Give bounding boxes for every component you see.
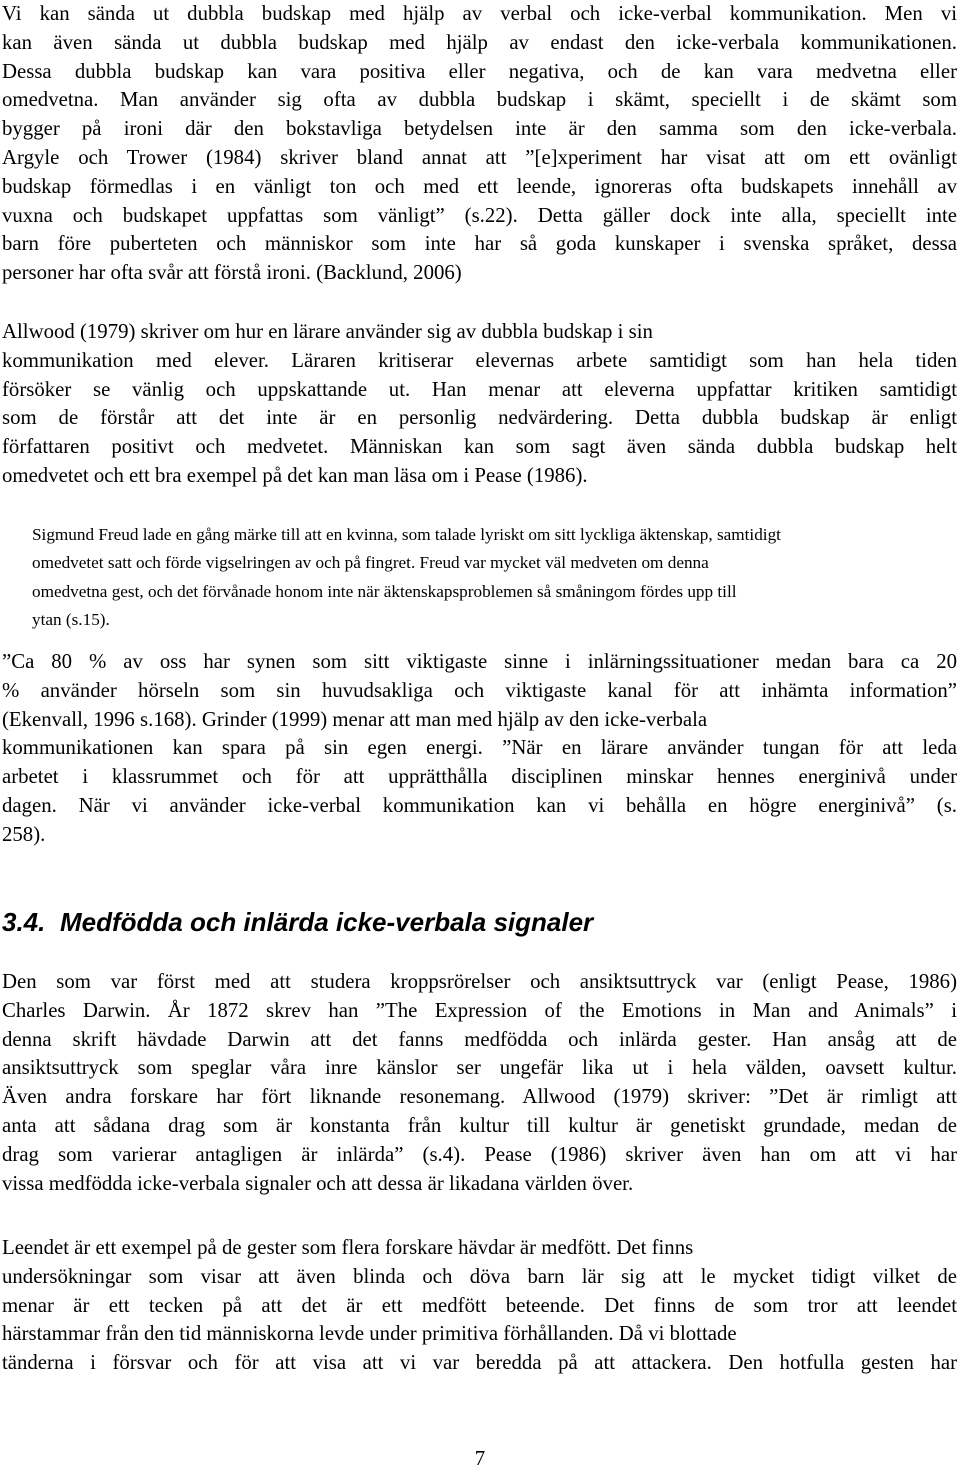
text-line: kommunikation med elever. Läraren kritiserar elevernas arbete samtidigt som han hela tiden: [2, 348, 957, 372]
text-line: Allwood (1979) skriver om hur en lärare använder sig av dubbla budskap i sin: [2, 320, 653, 343]
text-line: Även andra forskare har fört liknande resonemang. Allwood (1979) skriver: ”Det är rimligt att: [2, 1085, 957, 1109]
text-line: budskap förmedlas i en vänligt ton och med ett leende, ignoreras ofta budskapets innehåll av: [2, 174, 957, 198]
block-quote-freud: [32, 521, 932, 634]
paragraph-allwood: [2, 318, 957, 491]
text-line: bygger på ironi där den bokstavliga betydelsen inte är den samma som den icke-verbala.: [2, 117, 957, 141]
text-line: ansiktsuttryck som speglar våra inre känslor ser ungefär lika ut i hela välden, oavsett kultur.: [2, 1056, 957, 1080]
text-line: denna skrift hävdade Darwin att det fanns medfödda och inlärda gester. Han ansåg att de: [2, 1027, 957, 1051]
text-line: kan även sända ut dubbla budskap med hjälp av endast den icke-verbala kommunikationen.: [2, 30, 957, 54]
text-line: (Ekenvall, 1996 s.168). Grinder (1999) menar att man med hjälp av den icke-verbala: [2, 707, 708, 731]
quote-line: ytan (s.15).: [32, 609, 110, 629]
text-line: Dessa dubbla budskap kan vara positiva eller negativa, och de kan vara medvetna eller: [2, 59, 957, 83]
text-line: Vi kan sända ut dubbla budskap med hjälp av verbal och icke-verbal kommunikation. Men vi: [2, 2, 957, 25]
text-line: arbetet i klassrummet och för att upprätthålla disciplinen minskar hennes energinivå under: [2, 765, 957, 789]
text-line: ”Ca 80 % av oss har synen som sitt viktigaste sinne i inlärningssituationer medan bara ca 20: [2, 650, 957, 673]
paragraph-ekenvall: [2, 648, 957, 850]
text-line: härstammar från den tid människorna levde under primitiva förhållanden. Då vi blottade: [2, 1322, 737, 1346]
text-line: tänderna i försvar och för att visa att vi var beredda på att attackera. Den hotfulla gesten har: [2, 1351, 957, 1375]
paragraph-darwin: [2, 968, 957, 1198]
text-line: % använder hörseln som sin huvudsakliga och viktigaste kanal för att inhämta information”: [2, 678, 957, 702]
text-line: undersökningar som visar att även blinda och döva barn lär sig att le mycket tidigt vilket de: [2, 1264, 957, 1288]
quote-line: omedvetet satt och förde vigselringen av och på fingret. Freud var mycket väl medveten om denna: [32, 553, 709, 573]
text-line: Argyle och Trower (1984) skriver bland annat att ”[e]xperiment har visat att om ett ovänligt: [2, 145, 957, 169]
text-line: omedvetna. Man använder sig ofta av dubbla budskap i skämt, speciellt i de skämt som: [2, 88, 957, 112]
text-line: som de förstår att det inte är en personlig nedvärdering. Detta dubbla budskap är enligt: [2, 406, 957, 430]
text-line: anta att sådana drag som är konstanta från kultur till kultur är genetiskt grundade, medan de: [2, 1113, 957, 1137]
text-line: dagen. När vi använder icke-verbal kommunikation kan vi behålla en högre energinivå” (s.: [2, 793, 957, 817]
text-line: vuxna och budskapet uppfattas som vänligt” (s.22). Detta gäller dock inte alla, speciellt inte: [2, 203, 957, 227]
text-line: personer har ofta svår att förstå ironi. (Backlund, 2006): [2, 261, 462, 285]
section-number: 3.4.: [2, 907, 46, 937]
section-heading: [2, 903, 593, 941]
text-line: vissa medfödda icke-verbala signaler och att dessa är likadana världen över.: [2, 1171, 634, 1195]
text-line: omedvetet och ett bra exempel på det kan man läsa om i Pease (1986).: [2, 463, 588, 487]
paragraph-dubbla-budskap: [2, 0, 957, 288]
paragraph-leendet: [2, 1234, 957, 1378]
quote-line: Sigmund Freud lade en gång märke till att en kvinna, som talade lyriskt om sitt lyckliga äktenskap, samtidigt: [32, 525, 781, 544]
text-line: kommunikationen kan spara på sin egen energi. ”När en lärare använder tungan för att leda: [2, 736, 957, 760]
text-line: barn före puberteten och människor som inte har så goda kunskaper i svenska språket, dessa: [2, 232, 957, 256]
text-line: Den som var först med att studera kroppsrörelser och ansiktsuttryck var (enligt Pease, 1986): [2, 970, 957, 993]
text-line: 258).: [2, 822, 46, 846]
text-line: Charles Darwin. År 1872 skrev han ”The Expression of the Emotions in Man and Animals” i: [2, 998, 957, 1022]
text-line: Leendet är ett exempel på de gester som flera forskare hävdar är medfött. Det finns: [2, 1236, 694, 1259]
section-title: Medfödda och inlärda icke-verbala signaler: [60, 907, 594, 937]
text-line: menar är ett tecken på att det är ett medfött beteende. Det finns de som tror att leendet: [2, 1293, 957, 1317]
page-number: 7: [474, 1447, 486, 1470]
text-line: drag som varierar antagligen är inlärda” (s.4). Pease (1986) skriver även han om att vi har: [2, 1142, 957, 1166]
text-line: försöker se vänlig och uppskattande ut. Han menar att eleverna uppfattar kritiken samtidigt: [2, 377, 957, 401]
quote-line: omedvetna gest, och det förvånade honom inte när äktenskapsproblemen så småningom fördes upp till: [32, 581, 737, 601]
text-line: författaren positivt och medvetet. Människan kan som sagt även sända dubbla budskap helt: [2, 435, 957, 459]
